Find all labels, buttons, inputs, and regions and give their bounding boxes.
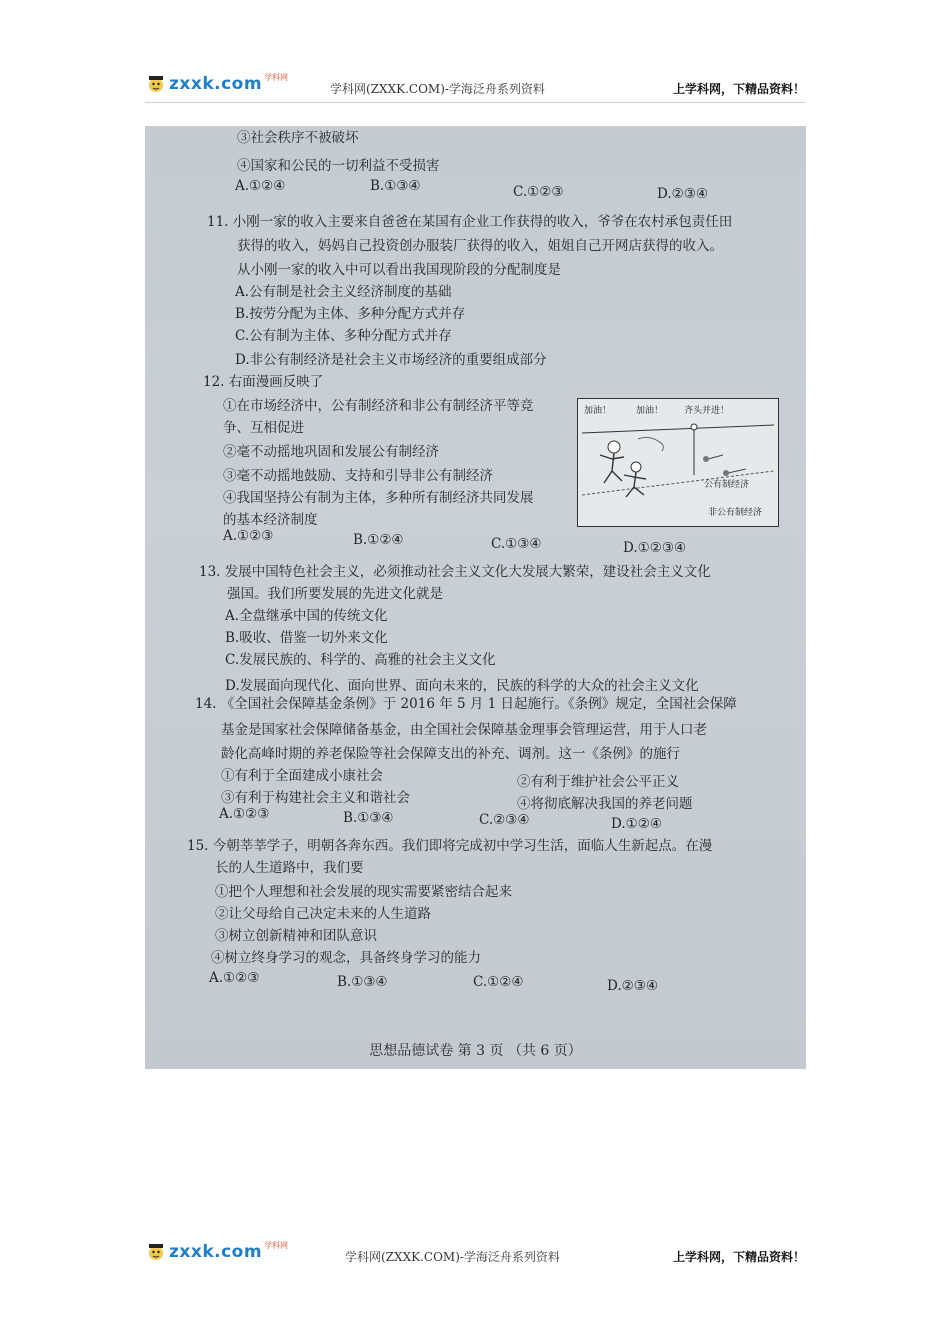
exam-page-photo [145, 126, 806, 1069]
q14-option-d: D.①②④ [611, 816, 662, 832]
q15-statement-1: ①把个人理想和社会发展的现实需要紧密结合起来 [215, 884, 512, 900]
q11-option-d: D.非公有制经济是社会主义市场经济的重要组成部分 [235, 352, 547, 368]
q10-option-a: A.①②④ [235, 178, 286, 194]
q12-statement-1b: 争、互相促进 [223, 420, 304, 436]
q12-cartoon [577, 398, 779, 527]
q12-option-d: D.①②③④ [623, 540, 687, 556]
q11-option-b: B.按劳分配为主体、多种分配方式并存 [235, 306, 466, 322]
logo-text: zxxk.com [169, 1242, 263, 1262]
header-right-text: 上学科网，下精品资料！ [672, 82, 805, 96]
q12-statement-2: ②毫不动摇地巩固和发展公有制经济 [223, 444, 439, 460]
q11-option-c: C.公有制为主体、多种分配方式并存 [235, 328, 452, 344]
q14-stem-line-3: 龄化高峰时期的养老保险等社会保障支出的补充、调剂。这一《条例》的施行 [221, 746, 680, 762]
q10-statement-3: ③社会秩序不被破坏 [237, 130, 359, 146]
exam-page-footer: 思想品德试卷 第 3 页 （共 6 页） [369, 1043, 582, 1059]
q13-stem-line-2: 强国。我们所要发展的先进文化就是 [227, 586, 443, 602]
q14-option-b: B.①③④ [343, 810, 394, 826]
footer-center-text: 学科网(ZXXK.COM)-学海泛舟系列资料 [345, 1250, 560, 1264]
mascot-icon [145, 73, 167, 95]
q13-stem-line-1: 13. 发展中国特色社会主义，必须推动社会主义文化大发展大繁荣，建设社会主义文化 [199, 564, 711, 580]
q15-statement-3: ③树立创新精神和团队意识 [215, 928, 377, 944]
cartoon-text-1: 加油！ [584, 406, 612, 416]
q15-stem-line-1: 15. 今朝莘莘学子，明朝各奔东西。我们即将完成初中学习生活，面临人生新起点。在漫 [187, 838, 713, 854]
q14-stem-line-2: 基金是国家社会保障储备基金，由全国社会保障基金理事会管理运营，用于人口老 [221, 722, 707, 738]
q10-statement-4: ④国家和公民的一切利益不受损害 [237, 158, 440, 174]
q14-option-c: C.②③④ [479, 812, 530, 828]
header-center-text: 学科网(ZXXK.COM)-学海泛舟系列资料 [330, 82, 545, 96]
logo-sub: 学科网 [264, 1240, 289, 1250]
exam-sheet [145, 126, 806, 1069]
q10-option-b: B.①③④ [370, 178, 421, 194]
zxxk-logo-bottom [145, 1240, 288, 1264]
q12-stem: 12. 右面漫画反映了 [203, 374, 324, 390]
cartoon-label-public: 公有制经济 [704, 480, 750, 490]
q12-option-c: C.①③④ [491, 536, 542, 552]
cartoon-text-3: 齐头并进！ [684, 406, 730, 416]
q13-option-c: C.发展民族的、科学的、高雅的社会主义文化 [225, 652, 496, 668]
q13-option-b: B.吸收、借鉴一切外来文化 [225, 630, 388, 646]
logo-sub: 学科网 [264, 72, 289, 82]
q11-stem-line-2: 获得的收入，妈妈自己投资创办服装厂获得的收入，姐姐自己开网店获得的收入。 [237, 238, 723, 254]
page-header-top [145, 70, 805, 103]
q12-option-b: B.①②④ [353, 532, 404, 548]
q14-statement-3: ③有利于构建社会主义和谐社会 [221, 790, 410, 806]
q15-option-a: A.①②③ [209, 970, 260, 986]
cartoon-label-private: 非公有制经济 [708, 508, 763, 518]
q12-statement-4b: 的基本经济制度 [223, 512, 318, 528]
q12-option-a: A.①②③ [223, 528, 274, 544]
q11-stem-line-3: 从小刚一家的收入中可以看出我国现阶段的分配制度是 [237, 262, 561, 278]
q14-statement-4: ④将彻底解决我国的养老问题 [517, 796, 693, 812]
q14-statement-2: ②有利于维护社会公平正义 [517, 774, 679, 790]
zxxk-logo [145, 72, 288, 96]
q11-option-a: A.公有制是社会主义经济制度的基础 [235, 284, 452, 300]
q12-statement-4a: ④我国坚持公有制为主体，多种所有制经济共同发展 [223, 490, 534, 506]
q14-statement-1: ①有利于全面建成小康社会 [221, 768, 383, 784]
q12-statement-3: ③毫不动摇地鼓励、支持和引导非公有制经济 [223, 468, 493, 484]
q15-option-d: D.②③④ [607, 978, 658, 994]
q10-option-d: D.②③④ [657, 186, 708, 202]
q14-option-a: A.①②③ [219, 806, 270, 822]
q12-statement-1a: ①在市场经济中，公有制经济和非公有制经济平等竞 [223, 398, 534, 414]
q15-statement-4: ④树立终身学习的观念，具备终身学习的能力 [211, 950, 481, 966]
mascot-icon [145, 1241, 167, 1263]
logo-text: zxxk.com [169, 74, 263, 94]
q10-option-c: C.①②③ [513, 184, 564, 200]
cartoon-text-2: 加油！ [636, 406, 664, 416]
q15-option-b: B.①③④ [337, 974, 388, 990]
q15-statement-2: ②让父母给自己决定未来的人生道路 [215, 906, 431, 922]
q13-option-d: D.发展面向现代化、面向世界、面向未来的，民族的科学的大众的社会主义文化 [225, 678, 699, 694]
footer-right-text: 上学科网，下精品资料！ [672, 1250, 805, 1264]
q15-stem-line-2: 长的人生道路中，我们要 [215, 860, 364, 876]
q15-option-c: C.①②④ [473, 974, 524, 990]
q11-stem-line-1: 11. 小刚一家的收入主要来自爸爸在某国有企业工作获得的收入，爷爷在农村承包责任田 [207, 214, 733, 230]
q13-option-a: A.全盘继承中国的传统文化 [225, 608, 388, 624]
page-header-bottom [145, 1238, 805, 1270]
q14-stem-line-1: 14. 《全国社会保障基金条例》于 2016 年 5 月 1 日起施行。《条例》规定，全国社会保障 [195, 696, 737, 712]
